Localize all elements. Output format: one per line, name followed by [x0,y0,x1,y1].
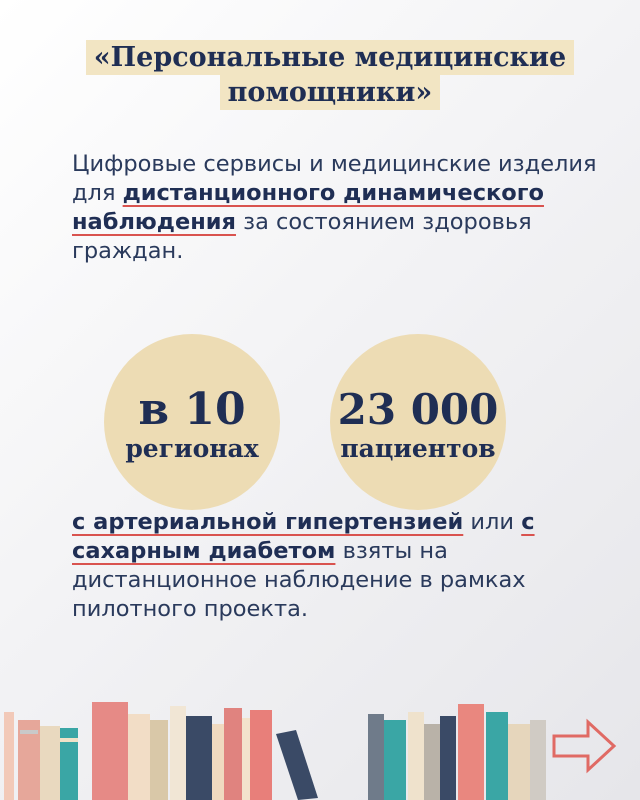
outro-connector: или [463,509,522,535]
outro-emphasis-diabetes: с сахарным диабетом [72,509,535,564]
intro-text-after: за состоянием здоровья граждан. [72,209,532,264]
intro-paragraph [72,150,612,266]
outro-paragraph [72,508,622,624]
stat-regions-number: в 10 [138,384,246,435]
title-highlight: «Персональные медицинские помощники» [86,40,574,110]
stat-patients-number: 23 000 [337,385,499,434]
arrow-right-icon[interactable] [552,718,618,774]
book-group-right [368,704,546,800]
book-group-left [4,702,318,800]
stat-patients-unit: пациентов [340,434,496,463]
stat-regions-unit: регионах [125,434,259,463]
stat-patients-circle [330,334,506,510]
books-illustration [0,690,640,800]
outro-text-after: взяты на дистанционное наблюдение в рамках пилотного проекта. [72,538,526,622]
intro-emphasis: дистанционного динамического наблюдения [72,180,544,235]
stat-regions-circle [104,334,280,510]
intro-text-before: Цифровые сервисы и медицинские изделия для [72,151,597,206]
outro-emphasis-hypertension: с артериальной гипертензией [72,509,464,535]
page-title [76,40,584,110]
